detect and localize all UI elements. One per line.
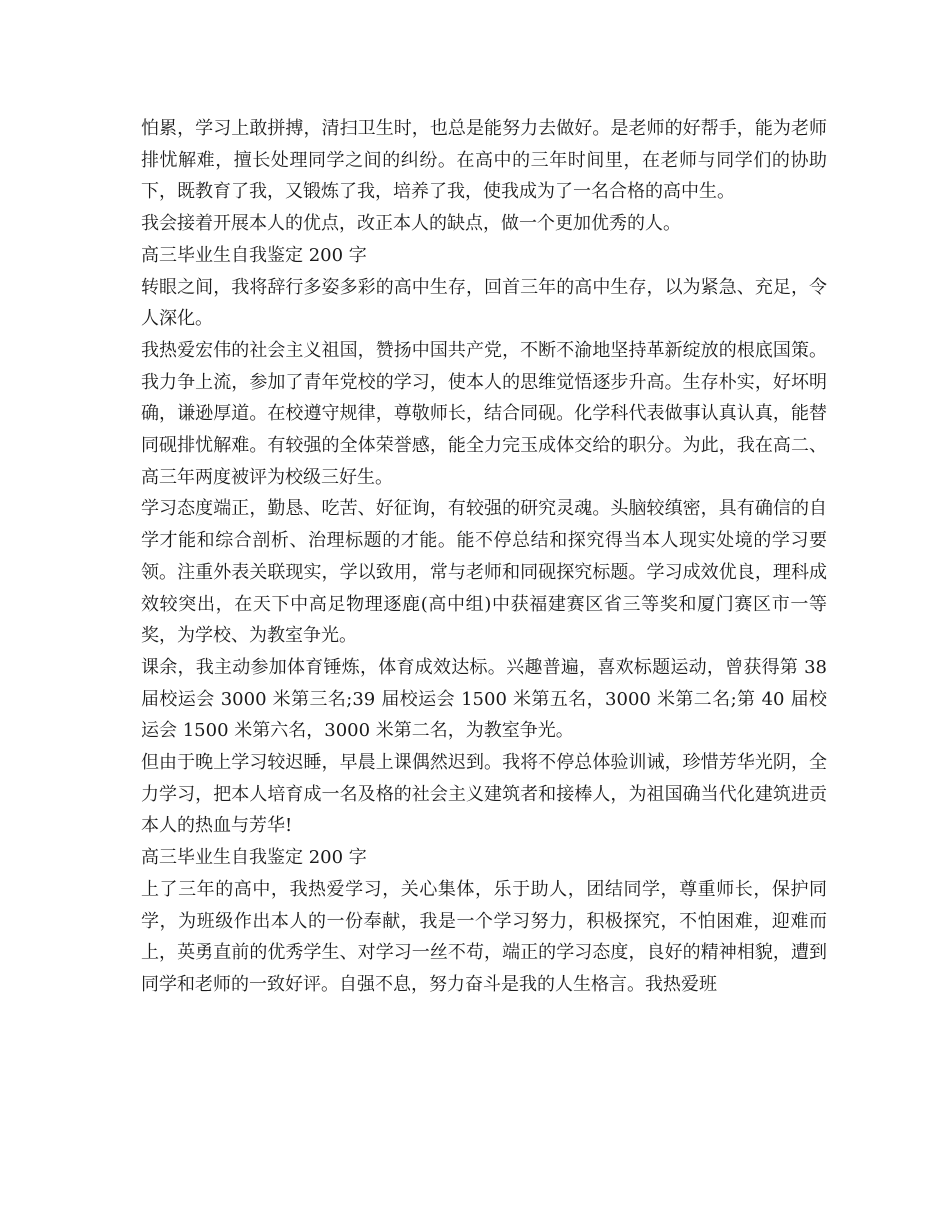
section-heading-1: 高三毕业生自我鉴定 200 字: [141, 244, 367, 266]
paragraph-shortcomings: 但由于晚上学习较迟睡，早晨上课偶然迟到。我将不停总体验训诫，珍惜芳华光阴，全力学习，把本人培育成一名及格的社会主义建筑者和接棒人，为祖国确当代化建筑进贡本人的热血与芳华!: [141, 752, 827, 837]
paragraph-ideology: 我热爱宏伟的社会主义祖国，赞扬中国共产党，不断不渝地坚持革新绽放的根底国策。我力争上流，参加了青年党校的学习，使本人的思维觉悟逐步升高。生存朴实，好坏明确，谦逊厚道。在校遵守规律，尊敬师长，结合同砚。化学科代表做事认真认真，能替同砚排忧解难。有较强的全体荣誉感，能全力完玉成体交给的职分。为此，我在高二、高三年两度被评为校级三好生。: [141, 339, 827, 488]
section-heading-2: 高三毕业生自我鉴定 200 字: [141, 847, 367, 869]
paragraph-study: 学习态度端正，勤恳、吃苦、好征询，有较强的研究灵魂。头脑较缜密，具有确信的自学才能和综合剖析、治理标题的才能。能不停总结和探究得当本人现实处境的学习要领。注重外表关联现实，学以致用，常与老师和同砚探究标题。学习成效优良，理科成效较突出，在天下中高足物理逐鹿(高中组)中获福建赛区省三等奖和厦门赛区市一等奖，为学校、为教室争光。: [141, 498, 827, 647]
paragraph-resolution: 我会接着开展本人的优点，改正本人的缺点，做一个更加优秀的人。: [141, 213, 681, 235]
paragraph-continuation: 怕累，学习上敢拼搏，清扫卫生时，也总是能努力去做好。是老师的好帮手，能为老师排忧解难，擅长处理同学之间的纠纷。在高中的三年时间里，在老师与同学们的协助下，既教育了我，又锻炼了我，培养了我，使我成为了一名合格的高中生。: [141, 118, 827, 203]
document-body: [141, 113, 827, 1001]
paragraph-sports: 课余，我主动参加体育锤炼，体育成效达标。兴趣普遍，喜欢标题运动，曾获得第 38 届校运会 3000 米第三名;39 届校运会 1500 米第五名，3000 米第二名;第 40 届校运会 1500 米第六名，3000 米第二名，为教室争光。: [141, 656, 827, 742]
paragraph-second-essay: 上了三年的高中，我热爱学习，关心集体，乐于助人，团结同学，尊重师长，保护同学，为班级作出本人的一份奉献，我是一个学习努力，积极探究，不怕困难，迎难而上，英勇直前的优秀学生、对学习一丝不苟，端正的学习态度，良好的精神相貌，遭到同学和老师的一致好评。自强不息，努力奋斗是我的人生格言。我热爱班: [141, 878, 827, 995]
paragraph-intro: 转眼之间，我将辞行多姿多彩的高中生存，回首三年的高中生存，以为紧急、充足，令人深化。: [141, 276, 827, 330]
